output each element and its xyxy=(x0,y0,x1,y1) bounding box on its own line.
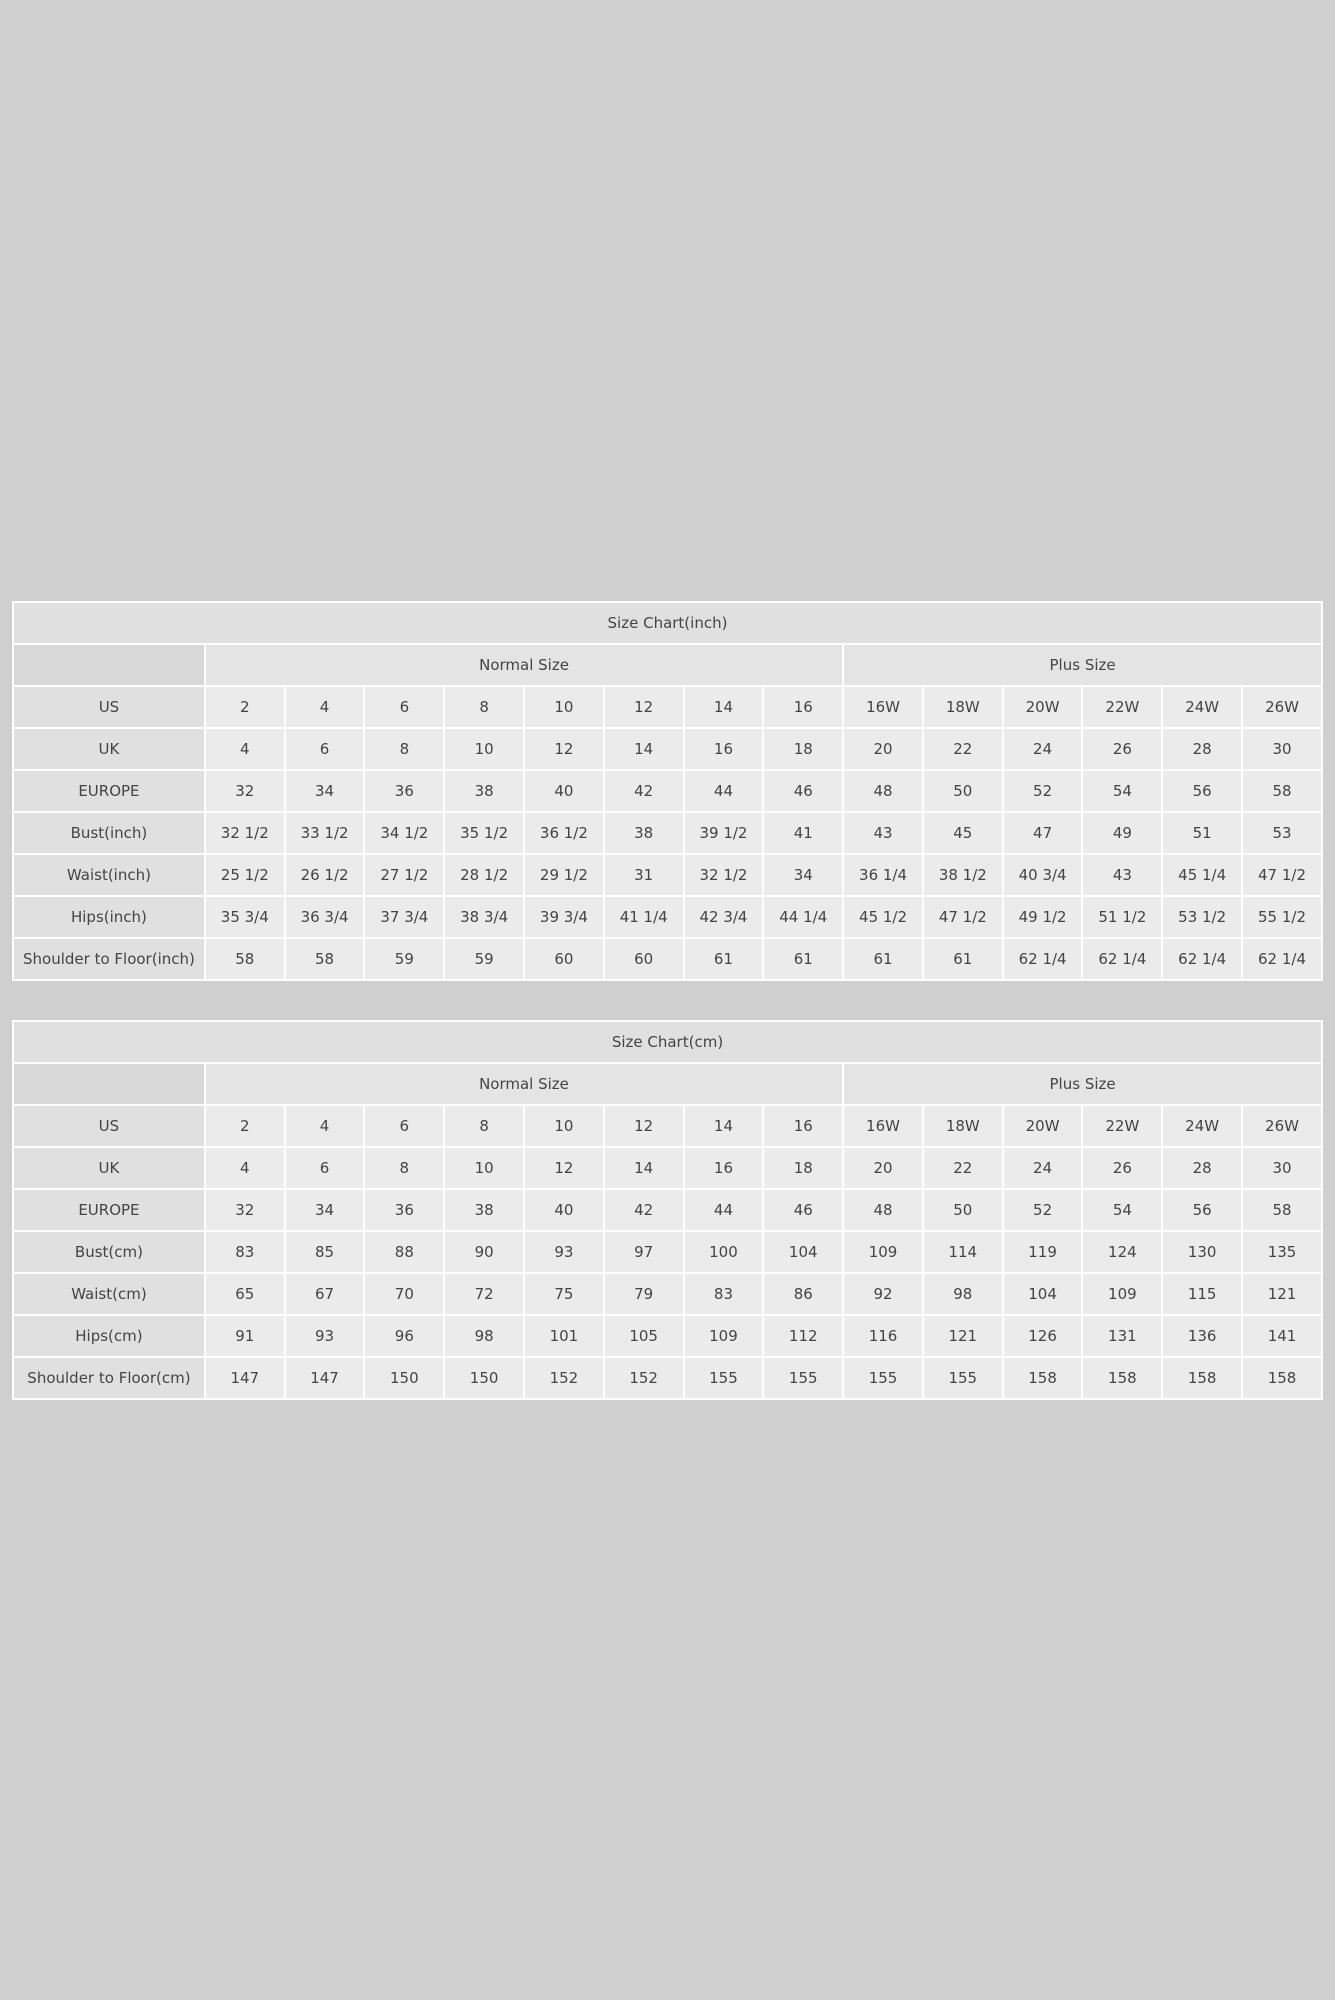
cell: 152 xyxy=(524,1357,604,1399)
cell: 141 xyxy=(1242,1315,1322,1357)
cell: 62 1/4 xyxy=(1162,938,1242,980)
cell: 60 xyxy=(524,938,604,980)
cell: 45 1/4 xyxy=(1162,854,1242,896)
cell: 22 xyxy=(923,728,1003,770)
cell: 16W xyxy=(843,1105,923,1147)
cell: 4 xyxy=(285,686,365,728)
cell: 109 xyxy=(1082,1273,1162,1315)
cell: 44 xyxy=(684,770,764,812)
table-row xyxy=(13,1105,1322,1147)
cell: 20W xyxy=(1003,686,1083,728)
size-chart-cm-table xyxy=(12,1020,1323,1400)
cell: 56 xyxy=(1162,1189,1242,1231)
group-header-normal: Normal Size xyxy=(205,1063,843,1105)
cell: 16 xyxy=(763,1105,843,1147)
cell: 12 xyxy=(604,1105,684,1147)
cell: 37 3/4 xyxy=(364,896,444,938)
cell: 131 xyxy=(1082,1315,1162,1357)
cell: 12 xyxy=(524,728,604,770)
cell: 29 1/2 xyxy=(524,854,604,896)
cell: 24 xyxy=(1003,1147,1083,1189)
cell: 20 xyxy=(843,1147,923,1189)
cell: 55 1/2 xyxy=(1242,896,1322,938)
chart-title-row xyxy=(13,1021,1322,1063)
cell: 20 xyxy=(843,728,923,770)
cell: 158 xyxy=(1162,1357,1242,1399)
cell: 130 xyxy=(1162,1231,1242,1273)
cell: 10 xyxy=(524,1105,604,1147)
row-label-hips: Hips(inch) xyxy=(13,896,205,938)
cell: 14 xyxy=(684,686,764,728)
cell: 14 xyxy=(684,1105,764,1147)
cell: 121 xyxy=(923,1315,1003,1357)
cell: 18W xyxy=(923,1105,1003,1147)
cell: 152 xyxy=(604,1357,684,1399)
cell: 155 xyxy=(923,1357,1003,1399)
cell: 48 xyxy=(843,1189,923,1231)
cell: 24 xyxy=(1003,728,1083,770)
cell: 32 1/2 xyxy=(684,854,764,896)
cell: 60 xyxy=(604,938,684,980)
cell: 36 xyxy=(364,1189,444,1231)
chart-title-row xyxy=(13,602,1322,644)
cell: 6 xyxy=(285,728,365,770)
cell: 40 xyxy=(524,1189,604,1231)
cell: 91 xyxy=(205,1315,285,1357)
cell: 14 xyxy=(604,1147,684,1189)
cell: 56 xyxy=(1162,770,1242,812)
cell: 100 xyxy=(684,1231,764,1273)
row-label-europe: EUROPE xyxy=(13,770,205,812)
cell: 53 1/2 xyxy=(1162,896,1242,938)
cell: 40 xyxy=(524,770,604,812)
table-row xyxy=(13,1147,1322,1189)
cell: 58 xyxy=(205,938,285,980)
cell: 51 xyxy=(1162,812,1242,854)
cell: 6 xyxy=(285,1147,365,1189)
cell: 53 xyxy=(1242,812,1322,854)
cell: 98 xyxy=(444,1315,524,1357)
chart-group-row xyxy=(13,644,1322,686)
table-row xyxy=(13,770,1322,812)
cell: 104 xyxy=(1003,1273,1083,1315)
row-label-waist: Waist(cm) xyxy=(13,1273,205,1315)
cell: 28 xyxy=(1162,1147,1242,1189)
cell: 16 xyxy=(763,686,843,728)
table-row xyxy=(13,686,1322,728)
cell: 98 xyxy=(923,1273,1003,1315)
cell: 25 1/2 xyxy=(205,854,285,896)
cell: 109 xyxy=(684,1315,764,1357)
cell: 150 xyxy=(444,1357,524,1399)
cell: 59 xyxy=(444,938,524,980)
table-row xyxy=(13,812,1322,854)
row-label-us: US xyxy=(13,1105,205,1147)
cell: 40 3/4 xyxy=(1003,854,1083,896)
table-row xyxy=(13,1315,1322,1357)
cell: 20W xyxy=(1003,1105,1083,1147)
group-header-plus: Plus Size xyxy=(843,644,1322,686)
cell: 12 xyxy=(604,686,684,728)
table-row xyxy=(13,1231,1322,1273)
cell: 155 xyxy=(843,1357,923,1399)
cell: 10 xyxy=(444,1147,524,1189)
cell: 83 xyxy=(684,1273,764,1315)
cell: 39 3/4 xyxy=(524,896,604,938)
table-row xyxy=(13,854,1322,896)
cell: 42 3/4 xyxy=(684,896,764,938)
cell: 58 xyxy=(1242,1189,1322,1231)
cell: 18 xyxy=(763,728,843,770)
cell: 24W xyxy=(1162,1105,1242,1147)
cell: 75 xyxy=(524,1273,604,1315)
cell: 6 xyxy=(364,1105,444,1147)
cell: 61 xyxy=(843,938,923,980)
cell: 18 xyxy=(763,1147,843,1189)
cell: 36 1/2 xyxy=(524,812,604,854)
cell: 47 1/2 xyxy=(923,896,1003,938)
cell: 61 xyxy=(763,938,843,980)
cell: 4 xyxy=(205,728,285,770)
cell: 79 xyxy=(604,1273,684,1315)
cell: 33 1/2 xyxy=(285,812,365,854)
cell: 36 xyxy=(364,770,444,812)
cell: 30 xyxy=(1242,1147,1322,1189)
cell: 88 xyxy=(364,1231,444,1273)
cell: 114 xyxy=(923,1231,1003,1273)
cell: 26W xyxy=(1242,1105,1322,1147)
cell: 4 xyxy=(205,1147,285,1189)
cell: 59 xyxy=(364,938,444,980)
cell: 62 1/4 xyxy=(1003,938,1083,980)
cell: 72 xyxy=(444,1273,524,1315)
size-chart-inch-table xyxy=(12,601,1323,981)
cell: 126 xyxy=(1003,1315,1083,1357)
cell: 32 1/2 xyxy=(205,812,285,854)
cell: 8 xyxy=(444,1105,524,1147)
cell: 8 xyxy=(364,728,444,770)
cell: 26 xyxy=(1082,1147,1162,1189)
cell: 41 1/4 xyxy=(604,896,684,938)
cell: 54 xyxy=(1082,770,1162,812)
cell: 35 3/4 xyxy=(205,896,285,938)
cell: 93 xyxy=(285,1315,365,1357)
cell: 42 xyxy=(604,770,684,812)
cell: 34 xyxy=(285,770,365,812)
table-row xyxy=(13,1357,1322,1399)
table-row xyxy=(13,728,1322,770)
group-header-normal: Normal Size xyxy=(205,644,843,686)
cell: 150 xyxy=(364,1357,444,1399)
cell: 48 xyxy=(843,770,923,812)
cell: 105 xyxy=(604,1315,684,1357)
cell: 43 xyxy=(1082,854,1162,896)
cell: 93 xyxy=(524,1231,604,1273)
cell: 61 xyxy=(923,938,1003,980)
cell: 26 xyxy=(1082,728,1162,770)
cell: 147 xyxy=(285,1357,365,1399)
cell: 38 xyxy=(444,770,524,812)
cell: 38 1/2 xyxy=(923,854,1003,896)
cell: 16 xyxy=(684,728,764,770)
cell: 158 xyxy=(1003,1357,1083,1399)
chart-group-row xyxy=(13,1063,1322,1105)
table-row xyxy=(13,938,1322,980)
cell: 115 xyxy=(1162,1273,1242,1315)
cell: 90 xyxy=(444,1231,524,1273)
corner-cell xyxy=(13,644,205,686)
cell: 10 xyxy=(524,686,604,728)
cell: 101 xyxy=(524,1315,604,1357)
cell: 8 xyxy=(444,686,524,728)
cell: 39 1/2 xyxy=(684,812,764,854)
cell: 32 xyxy=(205,770,285,812)
size-chart-inch-block xyxy=(12,601,1323,981)
cell: 22W xyxy=(1082,686,1162,728)
cell: 52 xyxy=(1003,1189,1083,1231)
cell: 97 xyxy=(604,1231,684,1273)
cell: 30 xyxy=(1242,728,1322,770)
cell: 24W xyxy=(1162,686,1242,728)
cell: 58 xyxy=(285,938,365,980)
cell: 104 xyxy=(763,1231,843,1273)
cell: 2 xyxy=(205,686,285,728)
cell: 116 xyxy=(843,1315,923,1357)
cell: 16 xyxy=(684,1147,764,1189)
cell: 34 xyxy=(763,854,843,896)
cell: 52 xyxy=(1003,770,1083,812)
row-label-europe: EUROPE xyxy=(13,1189,205,1231)
cell: 43 xyxy=(843,812,923,854)
row-label-waist: Waist(inch) xyxy=(13,854,205,896)
cell: 158 xyxy=(1242,1357,1322,1399)
cell: 147 xyxy=(205,1357,285,1399)
cell: 135 xyxy=(1242,1231,1322,1273)
cell: 155 xyxy=(763,1357,843,1399)
cell: 26W xyxy=(1242,686,1322,728)
cell: 8 xyxy=(364,1147,444,1189)
cell: 38 xyxy=(444,1189,524,1231)
table-row xyxy=(13,1273,1322,1315)
cell: 36 1/4 xyxy=(843,854,923,896)
cell: 34 xyxy=(285,1189,365,1231)
cell: 28 1/2 xyxy=(444,854,524,896)
cell: 36 3/4 xyxy=(285,896,365,938)
cell: 41 xyxy=(763,812,843,854)
chart-title: Size Chart(inch) xyxy=(13,602,1322,644)
row-label-shoulder-to-floor: Shoulder to Floor(inch) xyxy=(13,938,205,980)
cell: 49 1/2 xyxy=(1003,896,1083,938)
cell: 49 xyxy=(1082,812,1162,854)
cell: 31 xyxy=(604,854,684,896)
cell: 47 1/2 xyxy=(1242,854,1322,896)
cell: 10 xyxy=(444,728,524,770)
cell: 6 xyxy=(364,686,444,728)
cell: 22 xyxy=(923,1147,1003,1189)
row-label-hips: Hips(cm) xyxy=(13,1315,205,1357)
cell: 27 1/2 xyxy=(364,854,444,896)
cell: 109 xyxy=(843,1231,923,1273)
cell: 61 xyxy=(684,938,764,980)
cell: 119 xyxy=(1003,1231,1083,1273)
corner-cell xyxy=(13,1063,205,1105)
cell: 136 xyxy=(1162,1315,1242,1357)
cell: 85 xyxy=(285,1231,365,1273)
cell: 45 1/2 xyxy=(843,896,923,938)
cell: 14 xyxy=(604,728,684,770)
cell: 28 xyxy=(1162,728,1242,770)
cell: 92 xyxy=(843,1273,923,1315)
cell: 44 1/4 xyxy=(763,896,843,938)
cell: 26 1/2 xyxy=(285,854,365,896)
cell: 124 xyxy=(1082,1231,1162,1273)
cell: 51 1/2 xyxy=(1082,896,1162,938)
cell: 54 xyxy=(1082,1189,1162,1231)
table-row xyxy=(13,1189,1322,1231)
chart-title: Size Chart(cm) xyxy=(13,1021,1322,1063)
cell: 2 xyxy=(205,1105,285,1147)
cell: 96 xyxy=(364,1315,444,1357)
cell: 83 xyxy=(205,1231,285,1273)
cell: 44 xyxy=(684,1189,764,1231)
cell: 158 xyxy=(1082,1357,1162,1399)
cell: 112 xyxy=(763,1315,843,1357)
cell: 70 xyxy=(364,1273,444,1315)
cell: 62 1/4 xyxy=(1082,938,1162,980)
table-row xyxy=(13,896,1322,938)
cell: 32 xyxy=(205,1189,285,1231)
cell: 155 xyxy=(684,1357,764,1399)
cell: 4 xyxy=(285,1105,365,1147)
row-label-shoulder-to-floor: Shoulder to Floor(cm) xyxy=(13,1357,205,1399)
cell: 46 xyxy=(763,770,843,812)
row-label-uk: UK xyxy=(13,1147,205,1189)
cell: 67 xyxy=(285,1273,365,1315)
cell: 38 xyxy=(604,812,684,854)
cell: 18W xyxy=(923,686,1003,728)
row-label-uk: UK xyxy=(13,728,205,770)
cell: 50 xyxy=(923,1189,1003,1231)
cell: 45 xyxy=(923,812,1003,854)
cell: 65 xyxy=(205,1273,285,1315)
row-label-bust: Bust(inch) xyxy=(13,812,205,854)
cell: 22W xyxy=(1082,1105,1162,1147)
cell: 121 xyxy=(1242,1273,1322,1315)
cell: 12 xyxy=(524,1147,604,1189)
row-label-us: US xyxy=(13,686,205,728)
row-label-bust: Bust(cm) xyxy=(13,1231,205,1273)
cell: 34 1/2 xyxy=(364,812,444,854)
cell: 58 xyxy=(1242,770,1322,812)
cell: 86 xyxy=(763,1273,843,1315)
cell: 35 1/2 xyxy=(444,812,524,854)
group-header-plus: Plus Size xyxy=(843,1063,1322,1105)
cell: 62 1/4 xyxy=(1242,938,1322,980)
size-chart-cm-block xyxy=(12,1020,1323,1400)
cell: 46 xyxy=(763,1189,843,1231)
cell: 38 3/4 xyxy=(444,896,524,938)
cell: 50 xyxy=(923,770,1003,812)
cell: 16W xyxy=(843,686,923,728)
cell: 47 xyxy=(1003,812,1083,854)
cell: 42 xyxy=(604,1189,684,1231)
